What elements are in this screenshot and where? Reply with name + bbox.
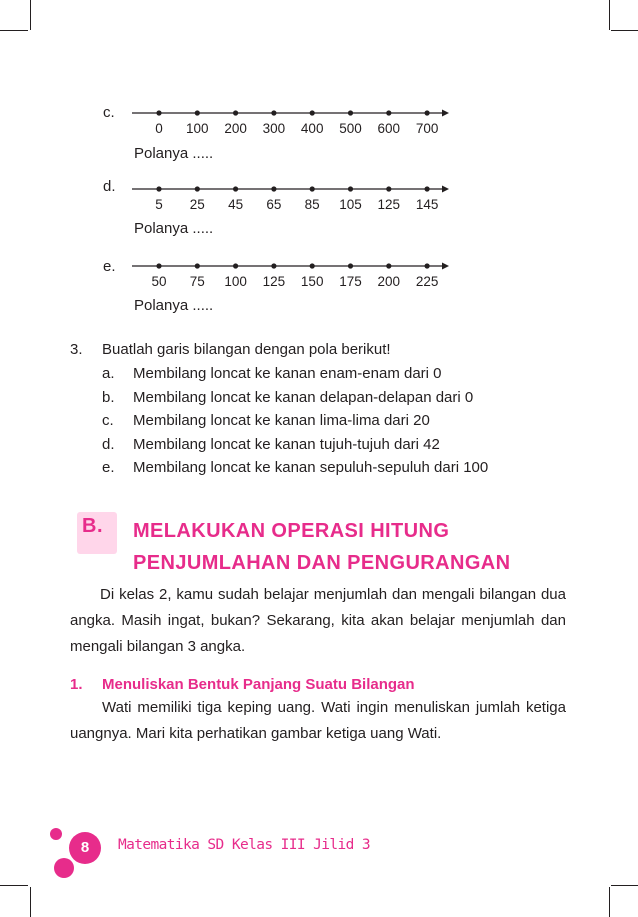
list-item	[102, 409, 488, 433]
subsection-title: Menuliskan Bentuk Panjang Suatu Bilangan	[102, 676, 415, 693]
number-line-tick	[425, 186, 430, 191]
number-line-tick	[195, 263, 200, 268]
number-line-tick	[386, 263, 391, 268]
number-line-tick	[271, 186, 276, 191]
list-item	[102, 362, 488, 386]
subsection-heading	[70, 676, 415, 693]
number-line-tick	[233, 263, 238, 268]
item-letter: c.	[102, 412, 114, 429]
book-title: Matematika SD Kelas III Jilid 3	[118, 837, 371, 853]
number-line-tick-label: 145	[415, 197, 439, 212]
section-title	[133, 515, 510, 579]
number-line-tick-label: 5	[155, 197, 163, 212]
item-text: Membilang loncat ke kanan enam-enam dari 0	[133, 365, 442, 382]
question-number: 3.	[70, 341, 83, 358]
number-line-tick	[425, 263, 430, 268]
number-line-tick-label: 225	[415, 274, 439, 289]
number-line-tick	[348, 263, 353, 268]
number-line-tick-label: 125	[377, 197, 401, 212]
number-line-tick-label: 105	[339, 197, 362, 212]
number-line-arrow	[442, 186, 449, 193]
question-3	[70, 338, 391, 361]
number-line-tick-label: 150	[300, 274, 324, 289]
number-line-tick	[233, 186, 238, 191]
number-line	[132, 104, 452, 134]
number-line-letter: d.	[103, 178, 116, 195]
footer-dot	[50, 828, 62, 840]
number-line-tick	[156, 186, 161, 191]
number-line-tick-label: 50	[151, 274, 167, 289]
number-line-letter: e.	[103, 258, 116, 275]
page-number: 8	[80, 839, 90, 856]
subsection-number: 1.	[70, 676, 83, 693]
pattern-label: Polanya .....	[134, 220, 214, 237]
item-text: Membilang loncat ke kanan delapan-delapan dari 0	[133, 388, 474, 406]
list-item	[102, 386, 488, 410]
number-line-tick-label: 125	[262, 274, 286, 289]
list-item	[102, 433, 488, 457]
pattern-label: Polanya .....	[134, 297, 214, 314]
item-letter: a.	[102, 365, 115, 382]
number-line-tick-label: 500	[339, 121, 362, 136]
crop-mark	[609, 0, 610, 30]
number-line	[132, 180, 452, 210]
number-line-tick	[310, 110, 315, 115]
item-letter: e.	[102, 459, 115, 476]
question-prompt: Buatlah garis bilangan dengan pola berikut!	[102, 341, 391, 358]
number-line-tick	[310, 186, 315, 191]
number-line-tick-label: 75	[189, 274, 205, 289]
number-line-tick	[233, 110, 238, 115]
crop-mark	[611, 30, 638, 31]
number-line-tick	[195, 186, 200, 191]
number-line-tick-label: 600	[377, 121, 401, 136]
number-line-tick-label: 300	[262, 121, 286, 136]
number-line-tick-label: 85	[304, 197, 320, 212]
crop-mark	[30, 0, 31, 30]
number-line	[132, 257, 452, 287]
number-line-tick-label: 400	[300, 121, 324, 136]
number-line-tick	[156, 263, 161, 268]
number-line-tick-label: 45	[228, 197, 244, 212]
item-letter: d.	[102, 435, 115, 453]
number-line-tick-label: 0	[155, 121, 163, 136]
number-line-tick-label: 100	[224, 274, 247, 289]
section-title-line: PENJUMLAHAN DAN PENGURANGAN	[133, 552, 511, 574]
crop-mark	[609, 887, 610, 917]
section-badge: B.	[82, 515, 103, 537]
section-title-line: MELAKUKAN OPERASI HITUNG	[133, 520, 450, 542]
number-line-tick-label: 100	[186, 121, 209, 136]
question-3-items	[102, 362, 488, 480]
crop-mark	[0, 30, 28, 31]
number-line-tick-label: 200	[224, 121, 247, 136]
subsection-paragraph: Wati memiliki tiga keping uang. Wati ingin menuliskan jumlah ketiga uangnya. Mari kita perhatikan gambar ketiga uang Wati.	[70, 699, 566, 742]
crop-mark	[0, 885, 28, 886]
number-line-tick	[386, 110, 391, 115]
item-text: Membilang loncat ke kanan lima-lima dari 20	[133, 412, 430, 429]
number-line-tick	[425, 110, 430, 115]
item-text: Membilang loncat ke kanan tujuh-tujuh dari 42	[133, 435, 440, 453]
item-letter: b.	[102, 388, 115, 406]
list-item	[102, 456, 488, 480]
number-line-tick-label: 200	[377, 274, 401, 289]
number-line-tick	[348, 186, 353, 191]
number-line-tick-label: 25	[189, 197, 205, 212]
number-line-tick	[156, 110, 161, 115]
intro-paragraph: Di kelas 2, kamu sudah belajar menjumlah dan mengali bilangan dua angka. Masih ingat, bukan? Sekarang, kita akan belajar menjumlah dan mengali bilangan 3 angka.	[70, 586, 566, 655]
number-line-tick	[348, 110, 353, 115]
number-line-tick	[386, 186, 391, 191]
crop-mark	[30, 887, 31, 917]
number-line-tick-label: 65	[266, 197, 282, 212]
pattern-label: Polanya .....	[134, 145, 214, 162]
number-line-arrow	[442, 263, 449, 270]
number-line-tick	[195, 110, 200, 115]
number-line-letter: c.	[103, 104, 115, 121]
number-line-tick-label: 175	[339, 274, 362, 289]
crop-mark	[611, 885, 638, 886]
number-line-arrow	[442, 110, 449, 117]
number-line-tick	[310, 263, 315, 268]
item-text: Membilang loncat ke kanan sepuluh-sepuluh dari 100	[133, 459, 489, 476]
number-line-tick-label: 700	[415, 121, 439, 136]
number-line-tick	[271, 263, 276, 268]
number-line-tick	[271, 110, 276, 115]
